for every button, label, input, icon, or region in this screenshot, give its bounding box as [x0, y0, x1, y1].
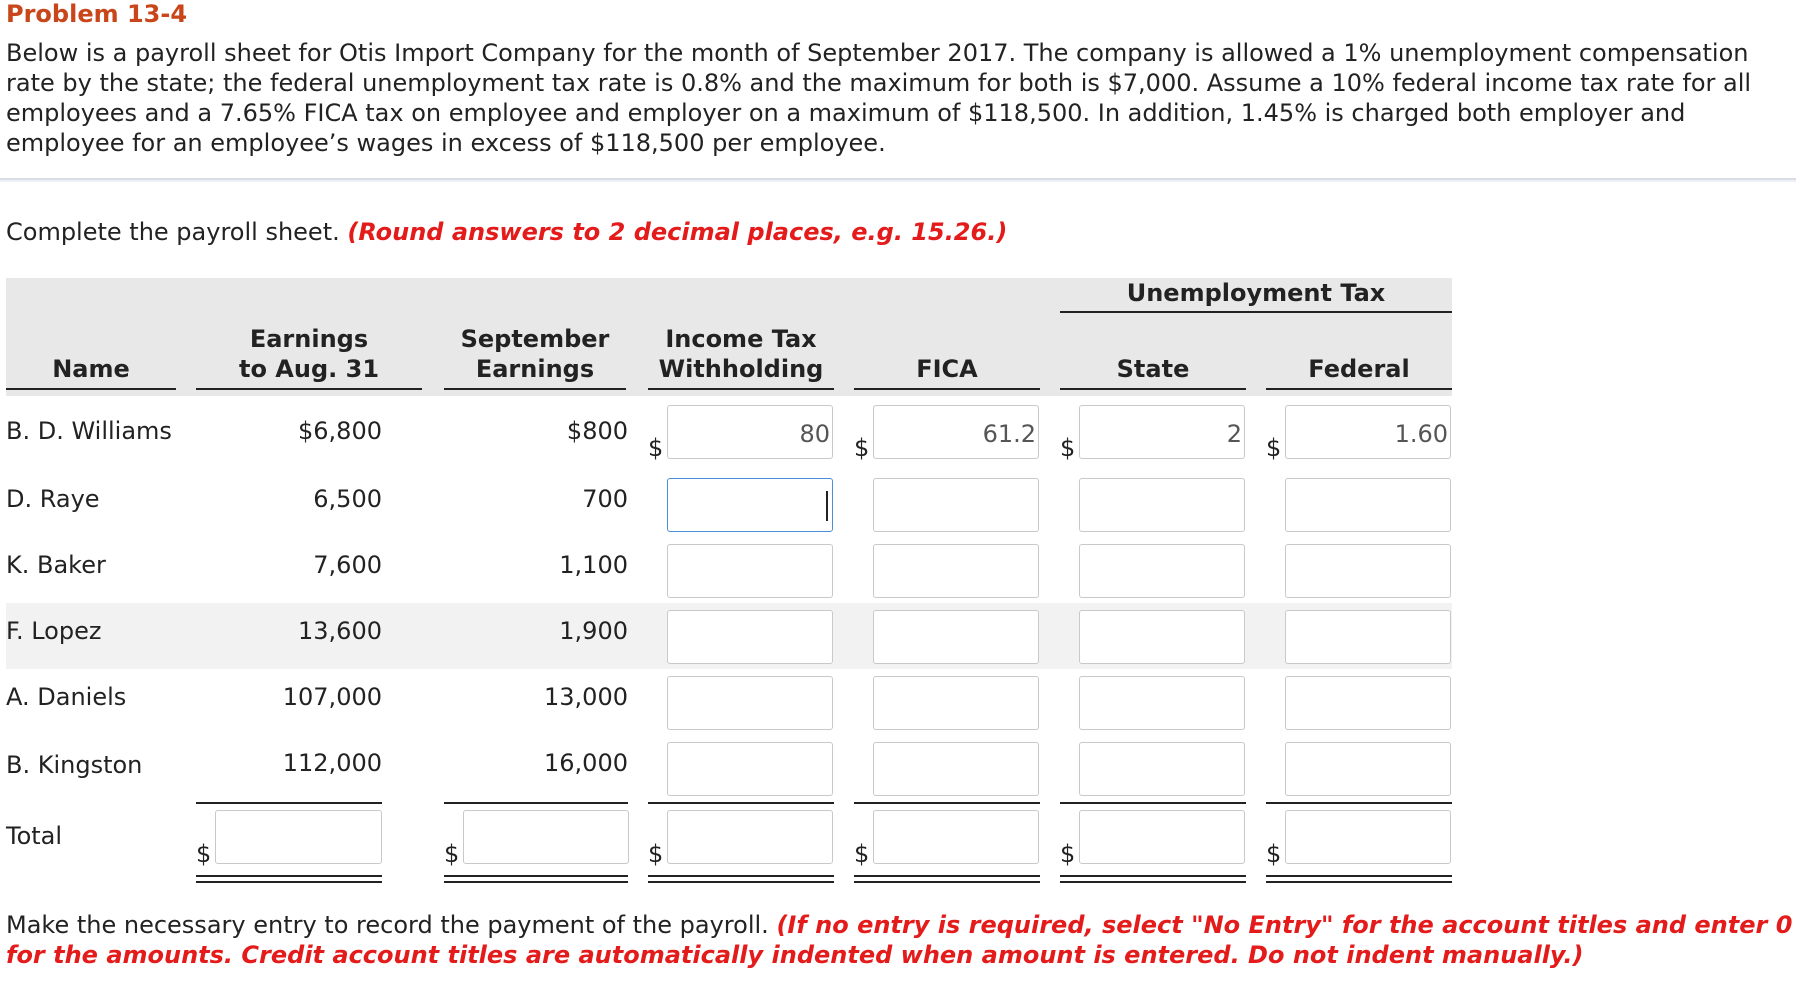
sum-line: [854, 802, 1040, 804]
total-federal-input[interactable]: [1285, 810, 1451, 864]
double-underline: [648, 875, 834, 883]
sum-line: [1060, 802, 1246, 804]
row-september: 16,000: [544, 749, 628, 777]
dollar-sign: $: [444, 840, 460, 868]
fica-input[interactable]: [873, 742, 1039, 796]
federal-tax-input[interactable]: [1285, 478, 1451, 532]
dollar-sign: $: [196, 840, 212, 868]
federal-tax-input[interactable]: 1.60: [1285, 405, 1451, 459]
dollar-sign: $: [648, 434, 664, 462]
fica-input[interactable]: [873, 478, 1039, 532]
state-tax-input[interactable]: [1079, 478, 1245, 532]
double-underline: [1266, 875, 1452, 883]
header-underline: [196, 388, 422, 390]
dollar-sign: $: [854, 840, 870, 868]
dollar-sign: $: [1060, 434, 1076, 462]
rounding-note: (Round answers to 2 decimal places, e.g. 15.26.): [347, 218, 1008, 246]
income-tax-input[interactable]: [667, 544, 833, 598]
journal-note-2: for the amounts. Credit account titles are automatically indented when amount is entered. Do not indent manually.): [6, 941, 1584, 969]
total-label: Total: [6, 822, 63, 850]
intro-line: Below is a payroll sheet for Otis Import Company for the month of September 2017. The company is allowed a 1% unemployment compensation: [6, 39, 1749, 67]
row-name: D. Raye: [6, 485, 100, 513]
sum-line: [444, 802, 628, 804]
total-income-tax-input[interactable]: [667, 810, 833, 864]
double-underline: [444, 875, 628, 883]
problem-title: Problem 13-4: [6, 0, 188, 28]
income-tax-input[interactable]: [667, 742, 833, 796]
income-tax-input[interactable]: [667, 676, 833, 730]
dollar-sign: $: [1266, 434, 1282, 462]
federal-tax-input[interactable]: [1285, 742, 1451, 796]
header-september-line1: September: [460, 325, 610, 353]
row-earnings: 7,600: [313, 551, 382, 579]
row-name: K. Baker: [6, 551, 106, 579]
state-tax-input[interactable]: [1079, 610, 1245, 664]
sum-line: [648, 802, 834, 804]
dollar-sign: $: [648, 840, 664, 868]
journal-entry-instruction: [6, 910, 1796, 970]
sum-line: [1266, 802, 1452, 804]
header-september: [444, 324, 626, 384]
row-name: A. Daniels: [6, 683, 127, 711]
fica-input[interactable]: 61.2: [873, 405, 1039, 459]
instruction-text: Complete the payroll sheet.: [6, 218, 340, 246]
row-earnings: $6,800: [298, 417, 382, 445]
fica-input[interactable]: [873, 544, 1039, 598]
text-cursor: [826, 491, 828, 521]
row-september: 1,900: [559, 617, 628, 645]
total-fica-input[interactable]: [873, 810, 1039, 864]
header-earnings-line1: Earnings: [249, 325, 369, 353]
intro-line: rate by the state; the federal unemployment tax rate is 0.8% and the maximum for both is $7,000. Assume a 10% federal income tax rate for all: [6, 69, 1752, 97]
double-underline: [854, 875, 1040, 883]
federal-tax-input[interactable]: [1285, 676, 1451, 730]
fica-input[interactable]: [873, 610, 1039, 664]
header-earnings: [196, 324, 422, 384]
dollar-sign: $: [1060, 840, 1076, 868]
intro-line: employee for an employee’s wages in excess of $118,500 per employee.: [6, 129, 886, 157]
intro-line: employees and a 7.65% FICA tax on employee and employer on a maximum of $118,500. In addition, 1.45% is charged both employer and: [6, 99, 1686, 127]
header-unemployment-tax: Unemployment Tax: [1126, 279, 1386, 307]
state-tax-input[interactable]: [1079, 544, 1245, 598]
journal-note-1: (If no entry is required, select "No Entry" for the account titles and enter 0: [776, 911, 1793, 939]
row-earnings: 6,500: [313, 485, 382, 513]
header-name: Name: [52, 355, 130, 383]
row-name: B. Kingston: [6, 751, 143, 779]
row-september: $800: [566, 417, 628, 445]
header-income-tax: [648, 324, 834, 384]
header-underline: [648, 388, 834, 390]
federal-tax-input[interactable]: [1285, 544, 1451, 598]
sum-line: [196, 802, 382, 804]
header-september-line2: Earnings: [475, 355, 595, 383]
journal-line-1: [6, 910, 1796, 940]
header-underline: [1266, 388, 1452, 390]
dollar-sign: $: [1266, 840, 1282, 868]
header-state: State: [1116, 355, 1190, 383]
income-tax-input[interactable]: [667, 610, 833, 664]
header-underline: [1060, 311, 1452, 313]
header-underline: [854, 388, 1040, 390]
row-earnings: 107,000: [282, 683, 382, 711]
dollar-sign: $: [854, 434, 870, 462]
total-state-input[interactable]: [1079, 810, 1245, 864]
row-september: 13,000: [544, 683, 628, 711]
row-name: F. Lopez: [6, 617, 102, 645]
state-tax-input[interactable]: [1079, 676, 1245, 730]
double-underline: [1060, 875, 1246, 883]
federal-tax-input[interactable]: [1285, 610, 1451, 664]
header-underline: [6, 388, 176, 390]
income-tax-input[interactable]: 80: [667, 405, 833, 459]
row-earnings: 13,600: [298, 617, 382, 645]
row-name: B. D. Williams: [6, 417, 172, 445]
total-september-input[interactable]: [463, 810, 629, 864]
state-tax-input[interactable]: [1079, 742, 1245, 796]
income-tax-input[interactable]: [667, 478, 833, 532]
double-underline: [196, 875, 382, 883]
header-income-line1: Income Tax: [665, 325, 817, 353]
header-earnings-line2: to Aug. 31: [238, 355, 380, 383]
row-earnings: 112,000: [282, 749, 382, 777]
state-tax-input[interactable]: 2: [1079, 405, 1245, 459]
header-underline: [444, 388, 626, 390]
row-september: 700: [582, 485, 628, 513]
header-income-line2: Withholding: [658, 355, 824, 383]
total-earnings-input[interactable]: [215, 810, 382, 864]
fica-input[interactable]: [873, 676, 1039, 730]
header-underline: [1060, 388, 1246, 390]
journal-text: Make the necessary entry to record the payment of the payroll.: [6, 911, 769, 939]
row-september: 1,100: [559, 551, 628, 579]
header-federal: Federal: [1308, 355, 1410, 383]
header-fica: FICA: [916, 355, 978, 383]
